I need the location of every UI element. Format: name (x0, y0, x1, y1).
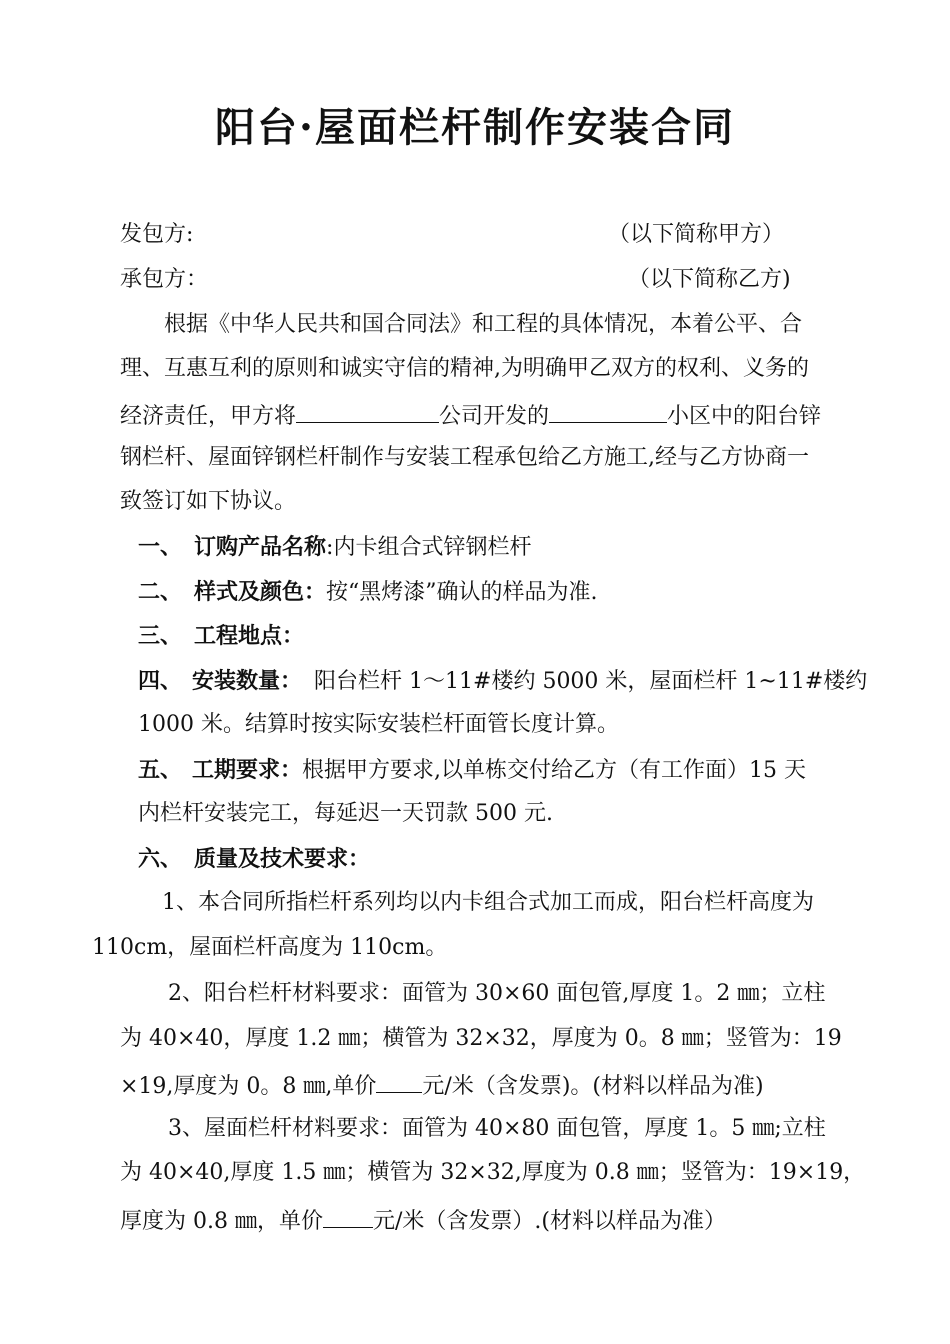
section-4-text: 阳台栏杆 1～11#楼约 5000 米，屋面栏杆 1~11#楼约 (314, 669, 868, 694)
clause-3-line-3-part-a: 厚度为 0.8 ㎜，单价 (120, 1209, 323, 1234)
section-5-continuation: 内栏杆安装完工，每延迟一天罚款 500 元. (138, 801, 553, 826)
section-2-text: 按“黑烤漆”确认的样品为准. (326, 580, 598, 605)
section-5 (138, 755, 806, 786)
preamble-line-3-part-a: 经济责任，甲方将 (120, 404, 297, 429)
section-3-number: 三、 (138, 623, 183, 649)
company-blank (296, 398, 439, 423)
community-blank (549, 398, 667, 423)
section-2-number: 二、 (138, 579, 183, 605)
section-2-label: 样式及颜色： (194, 579, 327, 605)
clause-2-line-3 (120, 1068, 764, 1102)
section-5-label: 工期要求： (192, 757, 303, 783)
preamble-line-3 (120, 398, 821, 432)
balcony-price-blank (376, 1068, 422, 1093)
section-2 (138, 577, 598, 608)
party-a-label: 发包方: (120, 222, 194, 247)
section-3-label: 工程地点： (194, 623, 305, 649)
preamble-line-5: 致签订如下协议。 (120, 489, 297, 514)
clause-1-line-1: 1、本合同所指栏杆系列均以内卡组合式加工而成，阳台栏杆高度为 (162, 890, 814, 915)
preamble-line-3-part-b: 公司开发的 (439, 404, 550, 429)
section-6-number: 六、 (138, 846, 183, 872)
party-b-label: 承包方： (120, 267, 209, 292)
clause-3-line-2: 为 40×40,厚度 1.5 ㎜；横管为 32×32,厚度为 0.8 ㎜；竖管为：19×19， (120, 1160, 866, 1185)
roof-price-blank (323, 1203, 373, 1228)
section-1-text: :内卡组合式锌钢栏杆 (326, 535, 532, 560)
preamble-line-4: 钢栏杆、屋面锌钢栏杆制作与安装工程承包给乙方施工,经与乙方协商一 (120, 445, 809, 470)
clause-2-line-3-part-a: ×19,厚度为 0。8 ㎜,单价 (120, 1074, 377, 1099)
preamble-line-1: 根据《中华人民共和国合同法》和工程的具体情况，本着公平、合 (164, 312, 803, 337)
clause-3-line-1: 3、屋面栏杆材料要求：面管为 40×80 面包管，厚度 1。5 ㎜;立柱 (168, 1116, 826, 1141)
section-6 (138, 844, 370, 875)
preamble-line-3-part-c: 小区中的阳台锌 (667, 404, 822, 429)
section-4-number: 四、 (138, 668, 183, 694)
section-4-continuation: 1000 米。结算时按实际安装栏杆面管长度计算。 (138, 712, 619, 737)
clause-2-line-1: 2、阳台栏杆材料要求：面管为 30×60 面包管,厚度 1。2 ㎜；立柱 (168, 981, 826, 1006)
party-b-note: （以下简称乙方) (628, 267, 791, 292)
clause-1-line-2: 110cm，屋面栏杆高度为 110cm。 (92, 935, 448, 960)
clause-2-line-2: 为 40×40，厚度 1.2 ㎜；横管为 32×32，厚度为 0。8 ㎜；竖管为：19 (120, 1026, 842, 1051)
section-1-label: 订购产品名称 (194, 534, 327, 560)
clause-3-line-3 (120, 1203, 726, 1237)
party-a-note: （以下简称甲方） (608, 222, 785, 247)
clause-3-line-3-part-b: 元/米（含发票）.(材料以样品为准） (372, 1209, 726, 1234)
preamble-line-2: 理、互惠互利的原则和诚实守信的精神,为明确甲乙双方的权利、义务的 (120, 356, 809, 381)
clause-2-line-3-part-b: 元/米（含发票)。(材料以样品为准) (422, 1074, 764, 1099)
section-4-label: 安装数量： (192, 668, 303, 694)
section-5-number: 五、 (138, 757, 183, 783)
section-1 (138, 532, 531, 563)
document-title: 阳台·屋面栏杆制作安装合同 (215, 104, 735, 151)
section-4 (138, 666, 867, 697)
section-3 (138, 621, 304, 652)
section-6-label: 质量及技术要求： (194, 846, 371, 872)
section-5-text: 根据甲方要求,以单栋交付给乙方（有工作面）15 天 (302, 758, 807, 783)
section-1-number: 一、 (138, 534, 183, 560)
